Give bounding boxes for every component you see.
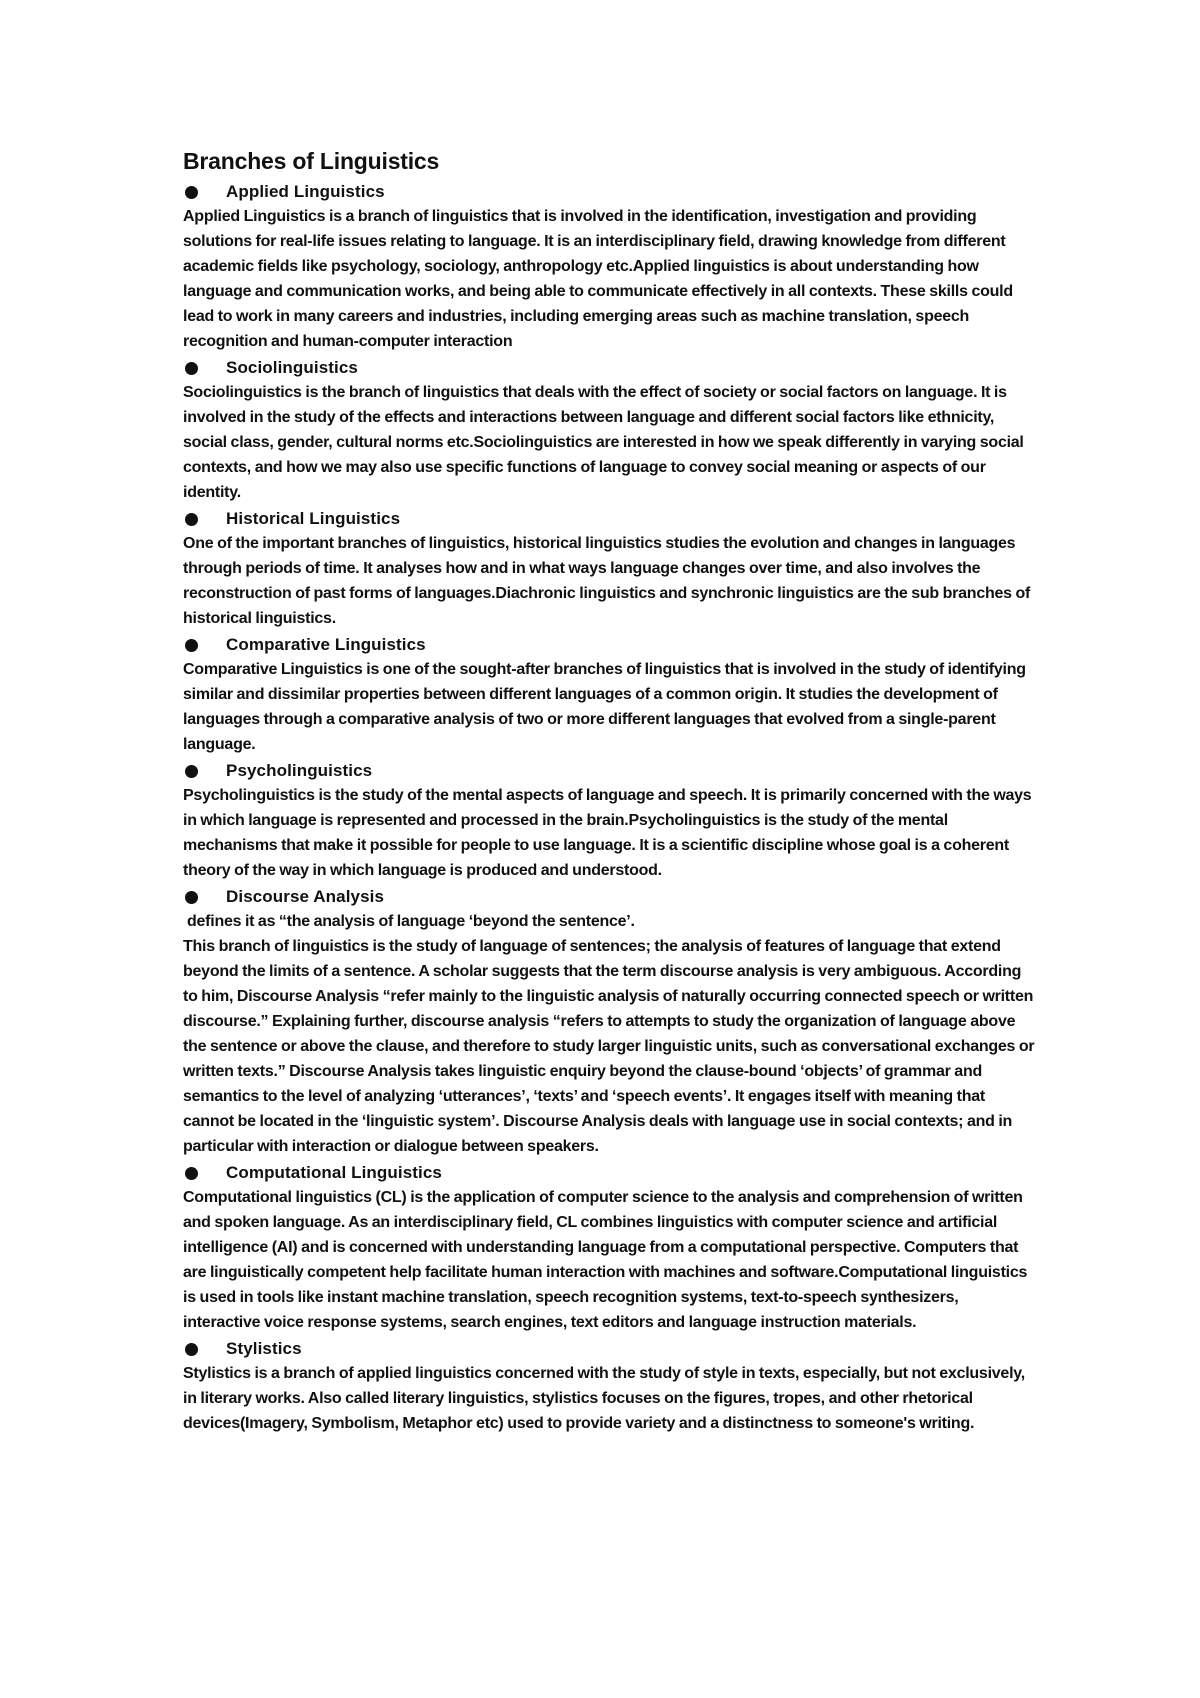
section-paragraph: Computational linguistics (CL) is the application of computer science to the analysis and comprehension of written and spoken language. As an interdisciplinary field, CL combines linguistics with computer science and artificial intelligence (AI) and is concerned with understanding language from a computational perspective. Computers that are linguistically competent help facilitate human interaction with machines and software.Computational linguistics is used in tools like instant machine translation, speech recognition systems, text-to-speech synthesizers, interactive voice response systems, search engines, text editors and language instruction materials. (183, 1189, 1028, 1331)
section-lead-paragraph: defines it as “the analysis of language ‘beyond the sentence’. (187, 913, 635, 930)
section-heading-row (183, 507, 1035, 531)
section-heading-row (183, 1337, 1035, 1361)
bullet-icon (185, 1343, 198, 1356)
section-heading-row (183, 1161, 1035, 1185)
section-paragraph: Psycholinguistics is the study of the mental aspects of language and speech. It is primarily concerned with the ways in which language is represented and processed in the brain.Psycholinguistics is the study of the mental mechanisms that make it possible for people to use language. It is a scientific discipline whose goal is a coherent theory of the way in which language is produced and understood. (183, 787, 1032, 879)
section-heading: Discourse Analysis (226, 887, 385, 906)
bullet-icon (185, 891, 198, 904)
section-heading: Historical Linguistics (226, 509, 401, 528)
section-heading-row (183, 885, 1035, 909)
section-heading: Sociolinguistics (226, 358, 358, 377)
section-paragraph: One of the important branches of linguistics, historical linguistics studies the evolution and changes in languages through periods of time. It analyses how and in what ways language changes over time, and also involves the reconstruction of past forms of languages.Diachronic linguistics and synchronic linguistics are the sub branches of historical linguistics. (183, 535, 1031, 627)
section-paragraph: Sociolinguistics is the branch of linguistics that deals with the effect of society or social factors on language. It is involved in the study of the effects and interactions between language and different social factors like ethnicity, social class, gender, cultural norms etc.Sociolinguistics are interested in how we speak differently in varying social contexts, and how we may also use specific functions of language to convey social meaning or aspects of our identity. (183, 384, 1024, 501)
bullet-icon (185, 639, 198, 652)
section-heading: Psycholinguistics (226, 761, 373, 780)
section-heading: Comparative Linguistics (226, 635, 426, 654)
bullet-icon (185, 186, 198, 199)
section-heading-row (183, 356, 1035, 380)
section-heading: Applied Linguistics (226, 182, 385, 201)
section-historical-linguistics (183, 507, 1035, 631)
section-paragraph: Comparative Linguistics is one of the sought-after branches of linguistics that is involved in the study of identifying similar and dissimilar properties between different languages of a common origin. It studies the development of languages through a comparative analysis of two or more different languages that evolved from a single-parent language. (183, 661, 1026, 753)
section-heading-row (183, 180, 1035, 204)
section-heading-row (183, 759, 1035, 783)
document-title: Branches of Linguistics (183, 148, 440, 174)
bullet-icon (185, 765, 198, 778)
bullet-icon (185, 513, 198, 526)
section-sociolinguistics (183, 356, 1035, 505)
section-discourse-analysis (183, 885, 1035, 1159)
section-applied-linguistics (183, 180, 1035, 354)
bullet-icon (185, 1167, 198, 1180)
section-heading-row (183, 633, 1035, 657)
section-stylistics (183, 1337, 1035, 1436)
section-computational-linguistics (183, 1161, 1035, 1335)
document-body (183, 146, 1035, 1436)
section-heading: Stylistics (226, 1339, 302, 1358)
section-comparative-linguistics (183, 633, 1035, 757)
section-psycholinguistics (183, 759, 1035, 883)
section-paragraph: This branch of linguistics is the study of language of sentences; the analysis of features of language that extend beyond the limits of a sentence. A scholar suggests that the term discourse analysis is very ambiguous. According to him, Discourse Analysis “refer mainly to the linguistic analysis of naturally occurring connected speech or written discourse.” Explaining further, discourse analysis “refers to attempts to study the organization of language above the sentence or above the clause, and therefore to study larger linguistic units, such as conversational exchanges or written texts.” Discourse Analysis takes linguistic enquiry beyond the clause-bound ‘objects’ of grammar and semantics to the level of analyzing ‘utterances’, ‘texts’ and ‘speech events’. It engages itself with meaning that cannot be located in the ‘linguistic system’. Discourse Analysis deals with language use in social contexts; and in particular with interaction or dialogue between speakers. (183, 938, 1035, 1155)
section-heading: Computational Linguistics (226, 1163, 442, 1182)
bullet-icon (185, 362, 198, 375)
section-paragraph: Applied Linguistics is a branch of linguistics that is involved in the identification, investigation and providing solutions for real-life issues relating to language. It is an interdisciplinary field, drawing knowledge from different academic fields like psychology, sociology, anthropology etc.Applied linguistics is about understanding how language and communication works, and being able to communicate effectively in all contexts. These skills could lead to work in many careers and industries, including emerging areas such as machine translation, speech recognition and human-computer interaction (183, 208, 1013, 350)
section-paragraph: Stylistics is a branch of applied linguistics concerned with the study of style in texts, especially, but not exclusively, in literary works. Also called literary linguistics, stylistics focuses on the figures, tropes, and other rhetorical devices(Imagery, Symbolism, Metaphor etc) used to provide variety and a distinctness to someone's writing. (183, 1365, 1025, 1432)
